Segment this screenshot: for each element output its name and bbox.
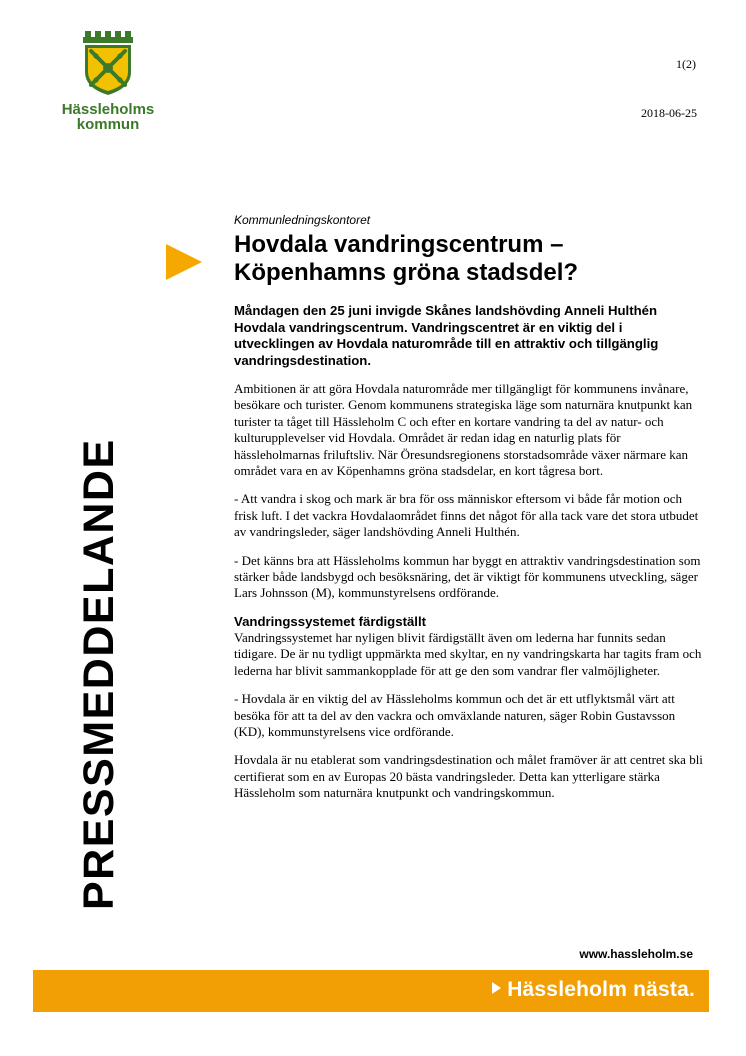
article-headline <box>234 231 704 287</box>
department-name: Kommunledningskontoret <box>234 213 371 227</box>
body-paragraph: Hovdala är nu etablerat som vandringsdestination och målet framöver är att centret ska bli certifierat som en av Europas 20 bästa vandringsleder. Detta kan ytterligare stärka Hässleholm som naturnära knutpunkt och vandringskommun. <box>234 752 703 801</box>
body-paragraph: - Hovdala är en viktig del av Hässleholms kommun och det är ett utflyktsmål värt att besöka för att ta del av den vackra och omväxlande naturen, säger Robin Gustavsson (KD), kommunstyrelsens vice ordförande. <box>234 691 676 739</box>
headline-line-2: Köpenhamns gröna stadsdel? <box>234 259 579 286</box>
slogan <box>492 978 695 1002</box>
body-paragraph: Ambitionen är att göra Hovdala naturområde mer tillgängligt för kommunens invånare, besökare och turister. Genom kommunens strategiska läge som naturnära knutpunkt kan turister ta tåget till Hässleholm C och efter en kortare vandring ta del av natur- och kulturupplevelser vid Hovdala. Området är redan idag en naturlig plats för hässleholmarnas friluftsliv. När Öresundsregionens storstadsområde växer närmare kan området vara en av Köpenhamns gröna stadsdelar, en kort tågresa bort. <box>234 381 693 479</box>
body-paragraph: Vandringssystemet har nyligen blivit färdigställt även om lederna har funnits sedan tidigare. De är nu tydligt uppmärkta med skyltar, en ny vandringskarta har tagits fram och lederna har blivit sammankopplade för att ge den som vandrar fler valmöjligheter. <box>234 629 702 678</box>
triangle-arrow-icon <box>166 244 202 280</box>
website-link[interactable]: www.hassleholm.se <box>579 947 693 961</box>
release-date: 2018-06-25 <box>641 106 697 120</box>
slogan-arrow-icon <box>492 982 501 994</box>
logo-name-line2: kommun <box>76 116 140 133</box>
lead-paragraph: Måndagen den 25 juni invigde Skånes landshövding Anneli Hulthén Hovdala vandringscentrum. Vandringscentret är en viktig del i utvecklingen av Hovdala naturområde till en attraktiv och tillgänglig vandringsdestination. <box>234 303 659 368</box>
municipality-logo <box>58 30 158 132</box>
body-paragraph: - Att vandra i skog och mark är bra för oss människor eftersom vi både får motion och frisk luft. I det vackra Hovdalaområdet finns det något för alla tack vare det stora utbudet av vandringsleder, säger landshövding Anneli Hulthén. <box>234 491 699 540</box>
slogan-text: Hässleholm nästa. <box>507 978 695 1001</box>
headline-line-1: Hovdala vandringscentrum – <box>234 231 564 258</box>
logo-name-line1: Hässleholms <box>61 101 155 118</box>
article-body <box>234 213 704 814</box>
body-paragraph: - Det känns bra att Hässleholms kommun har byggt en attraktiv vandringsdestination som stärker både landsbygd och besöksnäring, det är viktigt för kommunens utveckling, säger Lars Johnsson (M), kommunstyrelsens ordförande. <box>234 552 701 601</box>
page-number: 1(2) <box>676 57 696 71</box>
coat-of-arms-icon <box>82 30 134 96</box>
section-subheading: Vandringssystemet färdigställt <box>234 613 427 629</box>
slogan-banner <box>33 970 709 1012</box>
document-type-label: PRESSMEDDELANDE <box>75 438 123 910</box>
